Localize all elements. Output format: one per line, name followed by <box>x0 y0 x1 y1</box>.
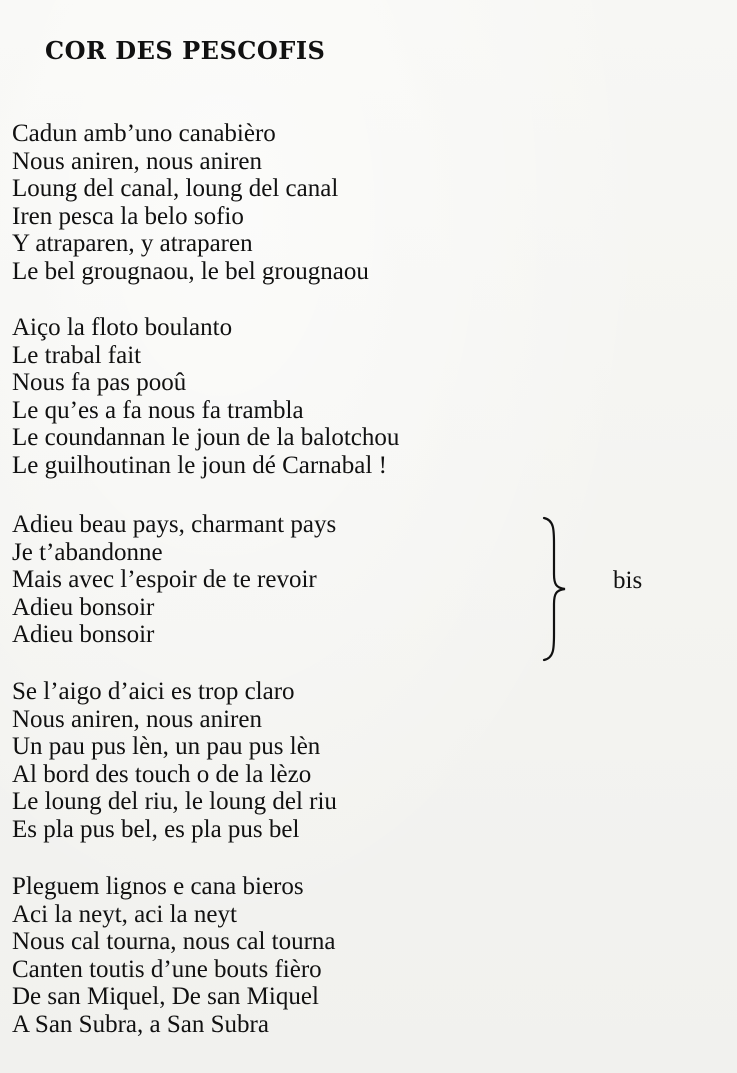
stanza-5 <box>12 873 336 1038</box>
verse-line: De san Miquel, De san Miquel <box>12 983 319 1010</box>
verse-line: Un pau pus lèn, un pau pus lèn <box>12 733 321 760</box>
verse-line: Pleguem lignos e cana bieros <box>12 873 304 900</box>
verse-line: Loung del canal, loung del canal <box>12 175 339 202</box>
verse-line: Aci la neyt, aci la neyt <box>12 900 237 928</box>
verse-line: Le coundannan le joun de la balotchou <box>12 424 400 451</box>
curly-brace-icon <box>536 516 570 662</box>
verse-line: Al bord des touch o de la lèzo <box>12 760 312 788</box>
verse-line: Le loung del riu, le loung del riu <box>12 788 337 815</box>
verse-line: Le trabal fait <box>12 341 142 369</box>
verse-line: Le bel grougnaou, le bel grougnaou <box>12 257 369 285</box>
stanza-3-refrain <box>12 511 336 649</box>
song-title: COR DES PESCOFIS <box>45 36 326 65</box>
stanza-1 <box>12 120 369 285</box>
verse-line: Adieu bonsoir <box>12 621 155 648</box>
verse-line: Adieu bonsoir <box>12 593 155 621</box>
verse-line: Le guilhoutinan le joun dé Carnabal ! <box>12 451 387 479</box>
verse-line: Nous aniren, nous aniren <box>12 147 262 175</box>
verse-line: Se l’aigo d’aici es trop claro <box>12 678 295 705</box>
verse-line: Le qu’es a fa nous fa trambla <box>12 396 304 424</box>
verse-line: Cadun amb’uno canabièro <box>12 120 276 147</box>
verse-line: Aiço la floto boulanto <box>12 314 233 341</box>
verse-line: Es pla pus bel, es pla pus bel <box>12 815 300 843</box>
verse-line: Y atraparen, y atraparen <box>12 230 253 257</box>
repeat-mark-bis: bis <box>613 567 643 594</box>
verse-line: A San Subra, a San Subra <box>12 1010 269 1038</box>
verse-line: Iren pesca la belo sofio <box>12 202 244 230</box>
verse-line: Nous cal tourna, nous cal tourna <box>12 928 336 955</box>
verse-line: Nous fa pas pooû <box>12 369 187 396</box>
stanza-2 <box>12 314 399 479</box>
verse-line: Je t’abandonne <box>12 538 163 566</box>
verse-line: Canten toutis d’une bouts fièro <box>12 955 322 983</box>
verse-line: Adieu beau pays, charmant pays <box>12 511 337 538</box>
verse-line: Mais avec l’espoir de te revoir <box>12 566 317 593</box>
stanza-4 <box>12 678 337 843</box>
verse-line: Nous aniren, nous aniren <box>12 705 262 733</box>
